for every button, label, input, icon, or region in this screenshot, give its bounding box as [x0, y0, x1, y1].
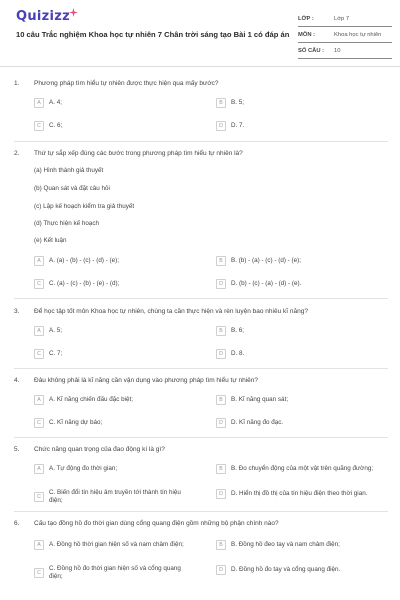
- option-a[interactable]: [34, 540, 184, 550]
- sparkle-icon: [69, 8, 78, 17]
- meta-value: Khoa học tự nhiên: [334, 31, 382, 38]
- question-text: Để học tập tốt môn Khoa học tự nhiên, chúng ta cần thực hiện và rèn luyện bao nhiêu kĩ năng?: [34, 308, 308, 315]
- option-text: A. 4;: [49, 99, 62, 106]
- option-letter: A: [34, 326, 44, 336]
- question-text: Phương pháp tìm hiểu tự nhiên được thực hiện qua mấy bước?: [34, 80, 219, 87]
- option-d[interactable]: [216, 279, 301, 289]
- option-c[interactable]: [34, 349, 62, 359]
- option-text: C. Kĩ năng dự báo;: [49, 419, 103, 426]
- option-c[interactable]: [34, 279, 119, 289]
- meta-row-class: [298, 11, 392, 27]
- option-letter: D: [216, 418, 226, 428]
- question-number: 4.: [14, 377, 20, 384]
- option-text: A. (a) - (b) - (c) - (d) - (e);: [49, 257, 119, 264]
- question-number: 3.: [14, 308, 20, 315]
- option-letter: D: [216, 279, 226, 289]
- option-letter: A: [34, 395, 44, 405]
- option-c[interactable]: [34, 121, 62, 131]
- question-divider: [14, 298, 388, 299]
- document-header: [0, 0, 400, 66]
- option-letter: D: [216, 349, 226, 359]
- option-a[interactable]: [34, 98, 62, 108]
- option-b[interactable]: [216, 464, 373, 474]
- option-d[interactable]: [216, 121, 244, 131]
- option-text: B. 6;: [231, 327, 244, 334]
- option-b[interactable]: [216, 98, 244, 108]
- option-text: D. Kĩ năng đo đạc.: [231, 419, 284, 426]
- option-letter: B: [216, 464, 226, 474]
- question-number: 2.: [14, 150, 20, 157]
- option-c[interactable]: [34, 489, 194, 505]
- option-text: C. Biến đổi tín hiệu âm truyền tới thành tín hiệu điện;: [49, 489, 181, 504]
- option-letter: A: [34, 98, 44, 108]
- meta-key: LỚP :: [298, 15, 314, 22]
- option-letter: B: [216, 395, 226, 405]
- option-c[interactable]: [34, 418, 102, 428]
- option-a[interactable]: [34, 464, 117, 474]
- meta-row-count: [298, 43, 392, 59]
- option-text: B. Kĩ năng quan sát;: [231, 396, 289, 403]
- option-d[interactable]: [216, 489, 367, 499]
- meta-value: Lớp 7: [334, 15, 350, 22]
- option-b[interactable]: [216, 256, 301, 266]
- question-number: 1.: [14, 80, 20, 87]
- option-text: A. 5;: [49, 327, 62, 334]
- option-b[interactable]: [216, 326, 244, 336]
- question-divider: [14, 437, 388, 438]
- meta-row-subject: [298, 27, 392, 43]
- option-letter: C: [34, 418, 44, 428]
- option-a[interactable]: [34, 326, 62, 336]
- option-d[interactable]: [216, 349, 244, 359]
- option-text: D. Đồng hồ đo tay và cổng quang điện.: [231, 566, 341, 573]
- option-text: C. (a) - (c) - (b) - (e) - (d);: [49, 280, 120, 287]
- statement-d: (d) Thực hiện kế hoạch: [34, 220, 100, 227]
- question-divider: [14, 511, 388, 512]
- option-text: D. (b) - (c) - (a) - (d) - (e).: [231, 280, 302, 287]
- option-text: C. 7;: [49, 350, 63, 357]
- option-text: B. 5;: [231, 99, 244, 106]
- meta-key: MÔN :: [298, 31, 316, 38]
- option-a[interactable]: [34, 395, 133, 405]
- option-text: C. Đồng hồ đo thời gian hiện số và cổng quang điện;: [49, 565, 181, 580]
- statement-b: (b) Quan sát và đặt câu hỏi: [34, 185, 110, 192]
- option-letter: D: [216, 565, 226, 575]
- option-letter: B: [216, 98, 226, 108]
- option-letter: D: [216, 489, 226, 499]
- meta-value: 10: [334, 47, 341, 54]
- option-b[interactable]: [216, 540, 340, 550]
- header-divider: [0, 66, 400, 67]
- statement-e: (e) Kết luận: [34, 237, 67, 244]
- option-text: D. Hiển thị đồ thị của tín hiệu điện theo thời gian.: [231, 490, 368, 497]
- option-letter: A: [34, 256, 44, 266]
- question-text: Đâu không phải là kĩ năng cần vận dụng vào phương pháp tìm hiểu tự nhiên?: [34, 377, 259, 384]
- option-text: A. Tự động đo thời gian;: [49, 465, 118, 472]
- option-letter: A: [34, 540, 44, 550]
- option-letter: C: [34, 279, 44, 289]
- statement-c: (c) Lập kế hoạch kiểm tra giả thuyết: [34, 203, 135, 210]
- option-letter: B: [216, 326, 226, 336]
- option-text: B. Đồng hồ đeo tay và nam châm điện;: [231, 541, 340, 548]
- question-text: Chức năng quan trọng của đao động kí là gì?: [34, 446, 165, 453]
- option-letter: C: [34, 121, 44, 131]
- question-divider: [14, 368, 388, 369]
- option-a[interactable]: [34, 256, 119, 266]
- quizizz-logo: [16, 9, 78, 24]
- question-number: 6.: [14, 520, 20, 527]
- option-letter: B: [216, 540, 226, 550]
- option-text: A. Kĩ năng chiến đấu đặc biệt;: [49, 396, 134, 403]
- document-title: 10 câu Trắc nghiệm Khoa học tự nhiên 7 Chân trời sáng tạo Bài 1 có đáp án: [16, 30, 290, 39]
- option-text: C. 6;: [49, 122, 63, 129]
- question-divider: [14, 141, 388, 142]
- meta-key: SỐ CÂU :: [298, 47, 325, 54]
- option-text: B. (b) - (a) - (c) - (d) - (e);: [231, 257, 301, 264]
- question-text: Cấu tạo đồng hồ đo thời gian dùng cổng quang điện gồm những bộ phận chính nào?: [34, 520, 279, 527]
- option-text: D. 8.: [231, 350, 245, 357]
- option-letter: A: [34, 464, 44, 474]
- logo-text: Quizizz: [16, 9, 71, 24]
- option-letter: D: [216, 121, 226, 131]
- statement-a: (a) Hình thành giả thuyết: [34, 167, 104, 174]
- option-b[interactable]: [216, 395, 288, 405]
- option-d[interactable]: [216, 418, 283, 428]
- option-c[interactable]: [34, 565, 194, 581]
- meta-table: [298, 11, 392, 59]
- option-letter: B: [216, 256, 226, 266]
- question-number: 5.: [14, 446, 20, 453]
- option-d[interactable]: [216, 565, 340, 575]
- option-text: D. 7.: [231, 122, 245, 129]
- option-text: B. Đo chuyển động của một vật trên quãng đường;: [231, 465, 374, 472]
- option-letter: C: [34, 568, 44, 578]
- option-letter: C: [34, 349, 44, 359]
- option-letter: C: [34, 492, 44, 502]
- question-text: Thứ tự sắp xếp đúng các bước trong phương pháp tìm hiểu tự nhiên là?: [34, 150, 243, 157]
- option-text: A. Đồng hồ thời gian hiện số và nam châm điện;: [49, 541, 184, 548]
